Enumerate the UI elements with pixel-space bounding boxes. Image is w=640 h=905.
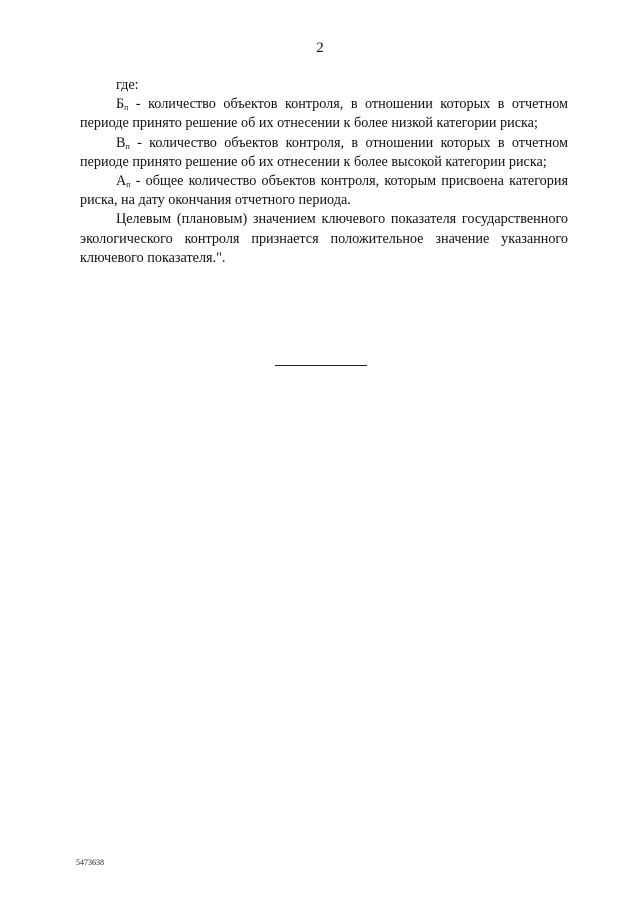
where-label: где: xyxy=(116,77,139,93)
page-number: 2 xyxy=(316,40,324,56)
definition-v-subscript: п xyxy=(125,141,130,151)
definition-a-symbol: А xyxy=(116,173,127,190)
definition-a-subscript: п xyxy=(126,180,131,190)
definition-b-text: - количество объектов контроля, в отношении которых в отчетном периоде принято решение об их отнесении к более низкой категории риска; xyxy=(80,96,568,132)
definition-b-symbol: Б xyxy=(116,96,125,113)
definition-v-text: - количество объектов контроля, в отношении которых в отчетном периоде принято решение об их отнесении к более высокой категории риска; xyxy=(80,134,568,170)
definition-v xyxy=(80,134,568,172)
target-value-paragraph: Целевым (плановым) значением ключевого показателя государственного экологического контроля признается положительное значение указанного ключевого показателя.". xyxy=(80,211,568,266)
definition-a-text: - общее количество объектов контроля, которым присвоена категория риска, на дату окончания отчетного периода. xyxy=(80,173,568,209)
definition-b-subscript: п xyxy=(124,103,129,113)
document-code: 5473638 xyxy=(76,858,104,867)
definition-v-symbol: В xyxy=(116,134,126,151)
end-separator-line xyxy=(275,365,367,366)
document-body xyxy=(80,76,568,268)
definition-a xyxy=(80,172,568,210)
definition-b xyxy=(80,95,568,133)
